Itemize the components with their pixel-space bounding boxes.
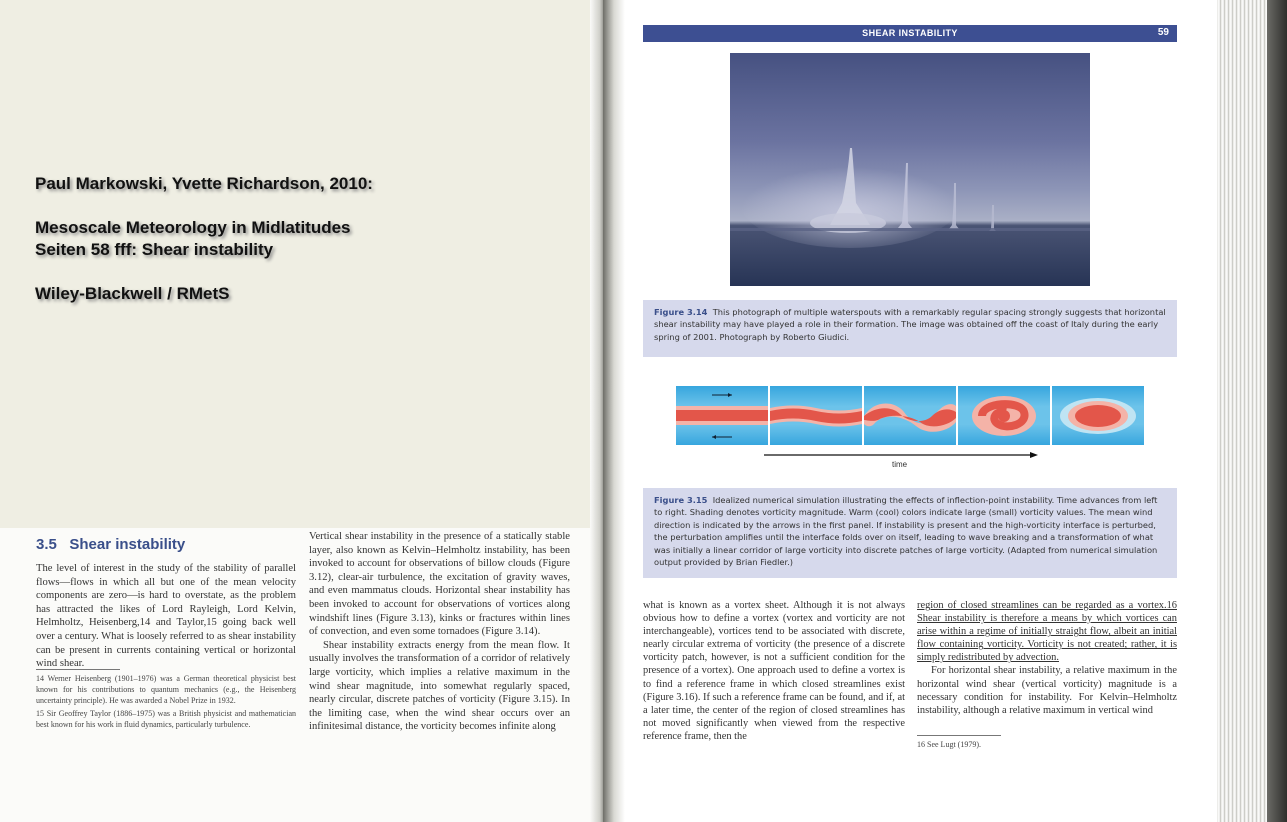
wind-arrow-left-icon: [712, 435, 732, 439]
gutter-shadow: [590, 0, 604, 822]
waterspout-photo: [730, 53, 1090, 286]
page-number: 59: [1157, 27, 1169, 38]
overlay-pages: Seiten 58 fff: Shear instability: [35, 240, 274, 259]
paragraph: Vertical shear instability in the presence of a statically stable layer, also known as Kelvin–Helmholtz instability, has been invoked to account for observations of billow clouds (Figure 3.12), clear-air turbulence, the excitation of gravity waves, and even mammatus clouds. Horizontal shear instability has been invoked to account for observations of vortices along windshift lines (Figure 3.13), kinks or fractures within lines of convection, and even some tornadoes (Figure 3.14).: [309, 531, 570, 638]
overlay-book-title: Mesoscale Meteorology in Midlatitudes: [35, 218, 351, 237]
footnote-rule: [36, 669, 120, 670]
time-arrow-icon: [764, 450, 1040, 460]
footnote-rule: [917, 735, 1001, 736]
sim-panel-1: [676, 386, 768, 445]
caption-text: This photograph of multiple waterspouts with a remarkably regular spacing strongly suggests that horizontal shear instability may have played a role in their formation. The image was obtained off the coast of Italy during the early spring of 2001. Photograph by Roberto Giudici.: [654, 307, 1166, 342]
figure-caption: [643, 300, 1177, 357]
section-heading: [36, 536, 185, 553]
sim-panel-2: [770, 386, 862, 445]
time-axis-label: time: [892, 460, 908, 469]
section-title: Shear instability: [69, 536, 186, 553]
footnote: 14 Werner Heisenberg (1901–1976) was a German theoretical physicist best known for his contributions to quantum mechanics (e.g., the Heisenberg uncertainty principle). He was awarded a Nobel Prize in 1932.: [36, 674, 296, 705]
section-number: 3.5: [36, 536, 57, 553]
sim-panel-3: [864, 386, 956, 445]
figure-label: Figure 3.14: [654, 307, 708, 317]
gutter-shadow: [603, 0, 625, 822]
footnote: 15 Sir Geoffrey Taylor (1886–1975) was a British physicist and mathematician best known for his work in fluid dynamics, particularly turbulence.: [36, 709, 296, 729]
paragraph: region of closed streamlines can be regarded as a vortex.16 Shear instability is therefore a means by which vortices can arise within a regime of initially straight flow, albeit an initial flow containing vorticity. Vorticity is not created; rather, it is simply redistributed by advection.: [917, 600, 1177, 664]
paragraph: The level of interest in the study of the stability of parallel flows—flows in which all but one of the mean velocity components are zero—is hard to overstate, as the problem has attracted the likes of Lord Rayleigh, Lord Kelvin, Helmholtz, Heisenberg,14 and Taylor,15 going back well over a century. What is loosely referred to as shear instability can be present in currents containing vertical or horizontal wind shear.: [36, 563, 296, 670]
paragraph: Shear instability extracts energy from the mean flow. It usually involves the transformation of a corridor of relatively large vorticity, which implies a relative maximum in the wind shear magnitude, into somewhat regularly spaced, nearly circular, discrete patches of vorticity (Figure 3.15). In the limiting case, when the wind shear occurs over an infinitesimal distance, the vorticity becomes infinite along: [309, 639, 570, 733]
overlay-publisher: Wiley-Blackwell / RMetS: [35, 284, 230, 303]
overlay-note: [0, 0, 600, 528]
right-column-2: [917, 599, 1177, 717]
right-column-1: [643, 599, 905, 743]
footnote: 16 See Lugt (1979).: [917, 740, 981, 749]
sim-panel-4: [958, 386, 1050, 445]
overlay-citation-authors: Paul Markowski, Yvette Richardson, 2010:: [35, 174, 373, 193]
wind-arrow-right-icon: [712, 393, 732, 397]
caption-text: Idealized numerical simulation illustrating the effects of inflection-point instability. Time advances from left to right. Shading denotes vorticity magnitude. Warm (cool) colors indicate large (small) vorticity values. The mean wind direction is indicated by the arrows in the first panel. If instability is present and the high-vorticity interface is perturbed, the perturbation amplifies until the interface folds over on itself, leading to wave breaking and a transformation of what was initially a linear corridor of large vorticity into discrete patches of large vorticity. (Adapted from numerical simulation output provided by Brian Fiedler.): [654, 495, 1158, 568]
footnotes: [36, 673, 296, 732]
simulation-figure: [676, 386, 1144, 445]
figure-label: Figure 3.15: [654, 495, 708, 505]
sim-panel-5: [1052, 386, 1144, 445]
paragraph: what is known as a vortex sheet. Although it is not always obvious how to define a vortex (vortex and vorticity are not interchangeable), vortices tend to be associated with discrete, nearly circular extrema of vorticity (the presence of a discrete vorticity patch, however, is not a sufficient condition for the presence of a vortex). One approach used to define a vortex is to find a reference frame in which closed streamlines exist (Figure 3.16). If such a reference frame can be found, and if, at a later time, the center of the region of closed streamlines has not moved significantly when viewed from the respective reference frame, then the: [643, 600, 905, 742]
book-cover-edge: [1267, 0, 1287, 822]
paragraph: For horizontal shear instability, a relative maximum in the horizontal wind shear (vertical vorticity) magnitude is a necessary condition for instability. For Kelvin–Helmholtz instability, although a relative maximum in vertical wind: [917, 665, 1177, 716]
left-column-1: [36, 562, 296, 671]
waterspout-illustration: [730, 53, 1090, 286]
figure-caption: [643, 488, 1177, 578]
left-column-2: [309, 530, 570, 734]
running-head: [643, 25, 1177, 42]
running-head-title: SHEAR INSTABILITY: [862, 28, 958, 38]
